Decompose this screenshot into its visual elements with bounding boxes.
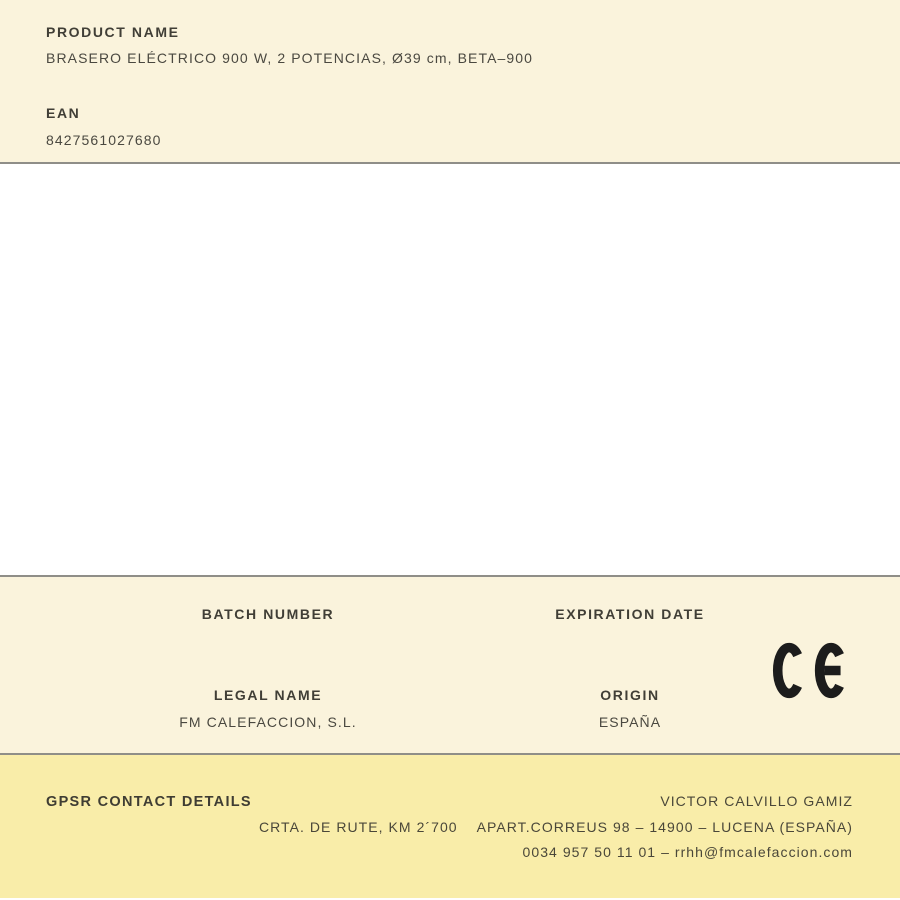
ean-label: EAN (46, 105, 81, 121)
contact-address-line (259, 815, 853, 841)
origin-label: ORIGIN (600, 687, 660, 703)
gpsr-contact-section (0, 753, 900, 898)
legal-name-value: FM CALEFACCION, S.L. (179, 714, 357, 730)
contact-address-postal: APART.CORREUS 98 – 14900 – LUCENA (ESPAÑA) (476, 818, 853, 835)
product-name-label: PRODUCT NAME (46, 24, 180, 40)
blank-area (0, 164, 900, 575)
contact-phone-email: 0034 957 50 11 01 – rrhh@fmcalefaccion.com (522, 844, 853, 860)
contact-person-name: VICTOR CALVILLO GAMIZ (660, 793, 853, 809)
contact-details-block (259, 789, 853, 866)
product-identity-section (0, 0, 900, 164)
product-name-value: BRASERO ELÉCTRICO 900 W, 2 POTENCIAS, Ø39 cm, BETA–900 (46, 50, 534, 66)
batch-number-label: BATCH NUMBER (201, 606, 335, 622)
expiration-date-label: EXPIRATION DATE (555, 606, 705, 622)
ean-value: 8427561027680 (46, 132, 162, 148)
legal-name-label: LEGAL NAME (213, 687, 323, 703)
origin-value: ESPAÑA (598, 714, 662, 730)
contact-address-street: CRTA. DE RUTE, KM 2´700 (258, 818, 458, 835)
gpsr-contact-label: GPSR CONTACT DETAILS (46, 794, 252, 810)
batch-info-section (0, 575, 900, 753)
ce-marking-icon (772, 639, 852, 702)
